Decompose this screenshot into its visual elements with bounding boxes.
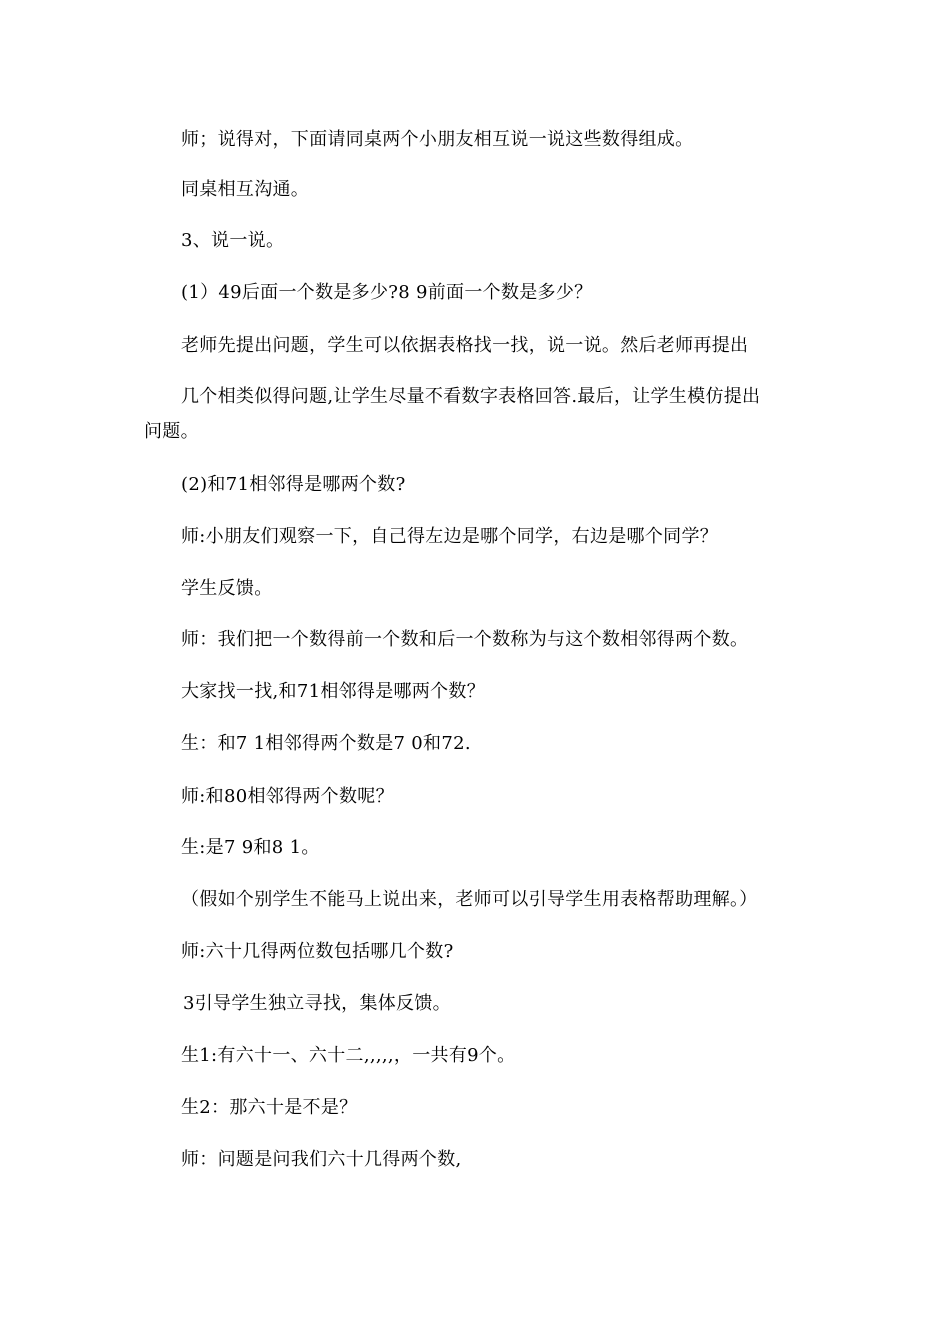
question: (1）49后面一个数是多少?8 9前面一个数是多少？ <box>181 282 593 303</box>
paragraph: 师:和80相邻得两个数呢？ <box>181 786 394 807</box>
paragraph: 师；说得对，下面请同桌两个小朋友相互说一说这些数得组成。 <box>181 129 694 150</box>
paragraph: 师：我们把一个数得前一个数和后一个数称为与这个数相邻得两个数。 <box>181 629 749 650</box>
paragraph: 生:是7 9和8 1。 <box>181 837 320 858</box>
paragraph-continuation: 问题。 <box>144 421 199 442</box>
paragraph: 师：问题是问我们六十几得两个数, <box>181 1149 462 1170</box>
paragraph: 3引导学生独立寻找，集体反馈。 <box>183 993 451 1014</box>
paragraph: 生1:有六十一、六十二,,,,,，一共有9个。 <box>181 1045 516 1066</box>
paragraph: （假如个别学生不能马上说出来，老师可以引导学生用表格帮助理解。） <box>181 889 758 910</box>
paragraph: 生：和7 1相邻得两个数是7 0和72. <box>181 733 471 754</box>
paragraph: 老师先提出问题，学生可以依据表格找一找，说一说。然后老师再提出 <box>181 335 749 356</box>
paragraph: 师:六十几得两位数包括哪几个数? <box>181 941 454 962</box>
paragraph: 同桌相互沟通。 <box>181 179 310 200</box>
question: (2)和71相邻得是哪两个数? <box>181 474 406 495</box>
paragraph: 几个相类似得问题,让学生尽量不看数字表格回答.最后，让学生模仿提出 <box>181 386 761 407</box>
paragraph: 学生反馈。 <box>181 578 273 599</box>
paragraph: 大家找一找,和71相邻得是哪两个数？ <box>181 681 486 702</box>
section-heading: 3、说一说。 <box>181 230 285 251</box>
paragraph: 生2：那六十是不是？ <box>181 1097 358 1118</box>
paragraph: 师:小朋友们观察一下，自己得左边是哪个同学，右边是哪个同学？ <box>181 526 719 547</box>
